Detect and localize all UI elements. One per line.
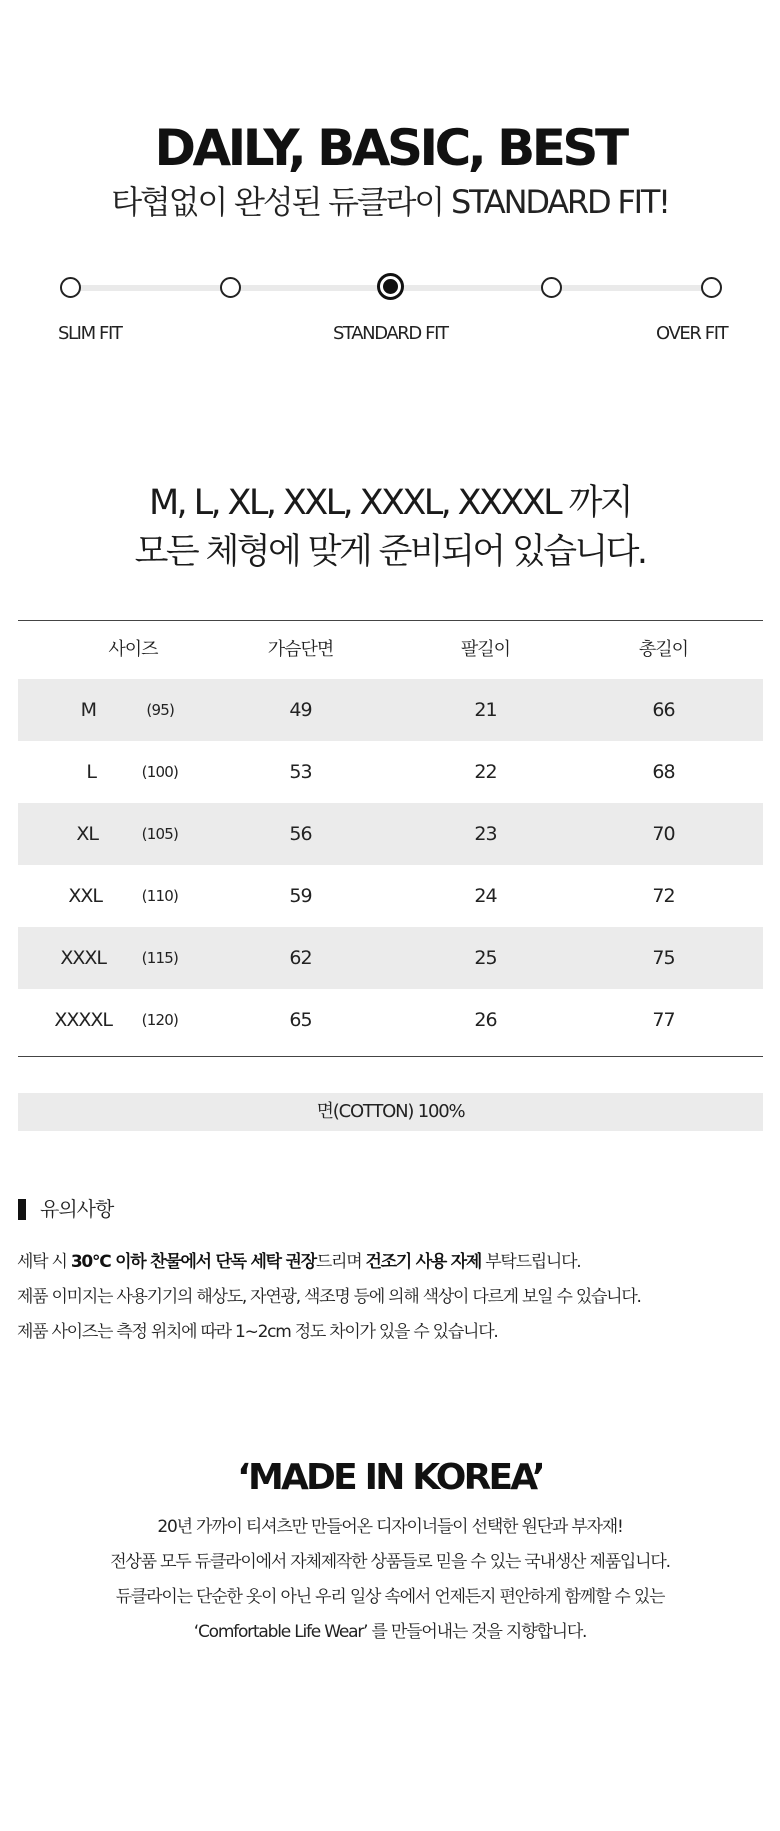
hero-title: DAILY, BASIC, BEST: [154, 119, 626, 177]
size-code: (105): [141, 825, 178, 843]
table-row: [18, 927, 763, 989]
made-in-korea-line: ‘Comfortable Life Wear’ 를 만들어내는 것을 지향합니다.: [193, 1622, 587, 1642]
header-length: 총길이: [638, 639, 689, 660]
header-sleeve: 팔길이: [460, 639, 511, 660]
length-value: 72: [652, 885, 675, 907]
table-row: [18, 865, 763, 927]
fit-point-4: [541, 277, 562, 298]
fit-point-2: [220, 277, 241, 298]
sleeve-value: 25: [474, 947, 497, 969]
chest-value: 59: [289, 885, 312, 907]
size-label: XXXXL: [54, 1009, 112, 1031]
fit-label-over: OVER FIT: [656, 323, 728, 344]
chest-value: 53: [289, 761, 312, 783]
sizes-headline-line2: 모든 체형에 맞게 준비되어 있습니다.: [134, 532, 646, 572]
sleeve-value: 23: [474, 823, 497, 845]
made-in-korea-line: 듀클라이는 단순한 옷이 아닌 우리 일상 속에서 언제든지 편안하게 함께할 수 있는: [115, 1587, 665, 1607]
size-code: (100): [141, 763, 178, 781]
size-label: XL: [76, 823, 98, 845]
made-in-korea-title: ‘MADE IN KOREA’: [237, 1457, 543, 1498]
notice-text: 드리며: [315, 1252, 366, 1272]
notice-line-color: 제품 이미지는 사용기기의 해상도, 자연광, 색조명 등에 의해 색상이 다르게 보일 수 있습니다.: [17, 1287, 641, 1307]
chest-value: 62: [289, 947, 312, 969]
chest-value: 49: [289, 699, 312, 721]
header-chest: 가슴단면: [267, 639, 334, 660]
notice-line-size: 제품 사이즈는 측정 위치에 따라 1~2cm 정도 차이가 있을 수 있습니다.: [17, 1322, 498, 1342]
notice-text: 세탁 시: [17, 1252, 71, 1272]
made-in-korea-line: 20년 가까이 티셔츠만 만들어온 디자이너들이 선택한 원단과 부자재!: [157, 1517, 623, 1537]
sleeve-value: 24: [474, 885, 497, 907]
notice-text: 부탁드립니다.: [481, 1252, 581, 1272]
fit-label-slim: SLIM FIT: [58, 323, 122, 344]
size-label: XXL: [68, 885, 102, 907]
notice-emphasis-dryer: 건조기 사용 자제: [365, 1252, 482, 1272]
fit-point-1: [60, 277, 81, 298]
fit-label-standard: STANDARD FIT: [333, 323, 448, 344]
length-value: 70: [652, 823, 675, 845]
notice-emphasis-wash: 30°C 이하 찬물에서 단독 세탁 권장: [70, 1252, 316, 1272]
made-in-korea-line: 전상품 모두 듀클라이에서 자체제작한 상품들로 믿을 수 있는 국내생산 제품입니다.: [110, 1552, 670, 1572]
notice-marker: [18, 1199, 26, 1220]
size-code: (115): [141, 949, 178, 967]
chest-value: 65: [289, 1009, 312, 1031]
size-label: L: [86, 761, 96, 783]
table-bottom-rule: [18, 1056, 763, 1057]
sleeve-value: 26: [474, 1009, 497, 1031]
material-composition: 면(COTTON) 100%: [18, 1093, 763, 1131]
table-row: [18, 989, 763, 1051]
size-label: XXXL: [60, 947, 106, 969]
sleeve-value: 21: [474, 699, 497, 721]
sizes-headline-line1: M, L, XL, XXL, XXXL, XXXXL 까지: [148, 483, 632, 523]
size-label: M: [80, 699, 96, 721]
hero-subtitle: 타협없이 완성된 듀클라이 STANDARD FIT!: [111, 183, 669, 221]
table-row: [18, 679, 763, 741]
length-value: 66: [652, 699, 675, 721]
table-row: [18, 803, 763, 865]
fit-point-selected: [377, 273, 404, 300]
length-value: 77: [652, 1009, 675, 1031]
table-row: [18, 741, 763, 803]
size-code: (95): [146, 701, 174, 719]
table-header-row: [18, 621, 763, 679]
length-value: 68: [652, 761, 675, 783]
notice-line-wash: [17, 1249, 580, 1275]
size-code: (110): [141, 887, 178, 905]
fit-point-5: [701, 277, 722, 298]
notice-title: 유의사항: [40, 1197, 114, 1221]
sleeve-value: 22: [474, 761, 497, 783]
length-value: 75: [652, 947, 675, 969]
size-code: (120): [141, 1011, 178, 1029]
header-size: 사이즈: [108, 639, 158, 660]
chest-value: 56: [289, 823, 312, 845]
